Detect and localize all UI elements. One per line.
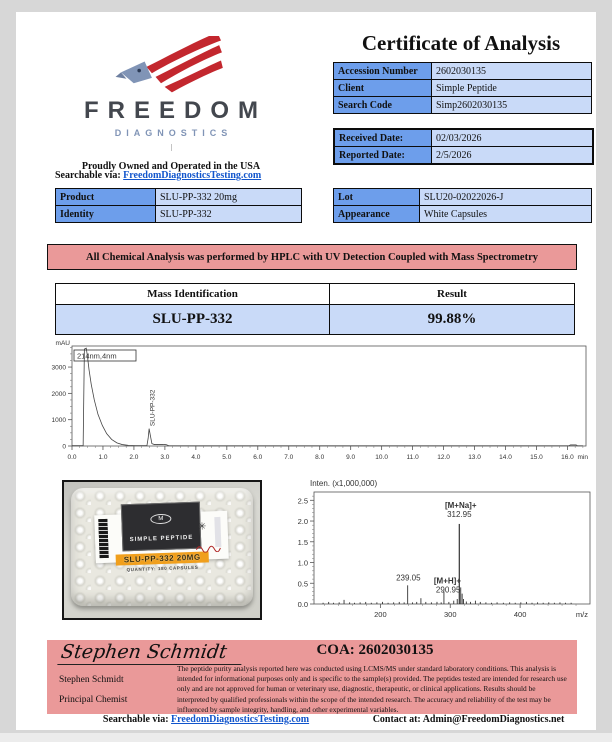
label-product-band: SLU-PP-332 20MG — [115, 551, 208, 565]
svg-text:15.0: 15.0 — [530, 454, 543, 461]
row-value: 02/03/2026 — [432, 130, 592, 146]
table-row — [335, 146, 592, 163]
y-axis-unit: mAU — [55, 340, 70, 347]
svg-text:13.0: 13.0 — [468, 454, 481, 461]
row-label: Identity — [56, 206, 156, 222]
analyte-name: SLU-PP-332 — [56, 305, 330, 334]
svg-text:14.0: 14.0 — [499, 454, 512, 461]
svg-text:11.0: 11.0 — [406, 454, 419, 461]
svg-text:6.0: 6.0 — [253, 454, 263, 461]
svg-text:2.0: 2.0 — [297, 517, 308, 527]
footer-contact-value: Admin@FreedomDiagnostics.net — [422, 714, 565, 725]
row-value: SLU-PP-332 20mg — [156, 189, 301, 205]
svg-text:12.0: 12.0 — [437, 454, 450, 461]
svg-text:3000: 3000 — [51, 364, 66, 372]
svg-text:0.0: 0.0 — [67, 454, 77, 461]
svg-text:4.0: 4.0 — [191, 454, 201, 461]
spectrum-annotation: 290.95 — [435, 585, 461, 595]
method-banner: All Chemical Analysis was performed by HPLC with UV Detection Coupled with Mass Spectrometry — [47, 244, 577, 270]
dates-table — [333, 128, 594, 165]
results-header-result: Result — [437, 288, 467, 300]
svg-text:2.0: 2.0 — [129, 454, 139, 461]
row-value: 2/5/2026 — [432, 147, 592, 163]
svg-text:2.5: 2.5 — [297, 496, 308, 506]
row-value: White Capsules — [420, 206, 591, 222]
row-label: Accession Number — [334, 63, 432, 79]
x-axis-unit: min — [577, 454, 588, 461]
detector-label: 214nm,4nm — [77, 351, 117, 361]
lot-table — [333, 188, 592, 223]
svg-text:3.0: 3.0 — [160, 454, 170, 461]
purity-result: 99.88% — [427, 311, 477, 327]
row-label: Client — [334, 80, 432, 96]
background-strip — [0, 733, 612, 742]
row-value: Simple Peptide — [432, 80, 591, 96]
searchable-label: Searchable via: — [55, 170, 121, 181]
brand-box — [120, 502, 201, 552]
certificate-page — [16, 12, 596, 730]
row-value: Simp2602030135 — [432, 97, 591, 113]
disclaimer-text: The peptide purity analysis reported here was conducted using LCMS/MS under standard laboratory conditions. This analysis is intended for informational purposes only and is specific to the sample(s) provided. The peptides tested are intended for research use only and are not approved for human or veterinary use, diagnostic, therapeutic, or clinical applications. Results should be interpreted by qualified professionals within the scope of the intended research. The accuracy and reliability of the test may be influenced by sample integrity, handling, and other experimental variables. — [177, 664, 567, 714]
peak-label: SLU-PP-332 — [149, 389, 157, 427]
footer-searchable-link[interactable]: FreedomDiagnosticsTesting.com — [171, 714, 310, 725]
svg-text:0: 0 — [62, 443, 66, 451]
handwritten-signature: Stephen Schmidt — [57, 641, 244, 665]
svg-text:1.0: 1.0 — [297, 558, 308, 568]
bubble-wrap-package — [71, 488, 253, 606]
row-value: SLU-PP-332 — [156, 206, 301, 222]
footer-contact — [346, 714, 591, 725]
chart-title: Inten. (x1,000,000) — [310, 479, 378, 488]
x-axis-unit: m/z — [575, 610, 588, 619]
footer-contact-label: Contact at: — [372, 714, 421, 725]
svg-text:400: 400 — [513, 610, 527, 619]
svg-text:2000: 2000 — [51, 390, 66, 398]
row-label: Reported Date: — [335, 147, 432, 163]
logo-divider — [171, 144, 172, 151]
tagline: Proudly Owned and Operated in the USA — [81, 161, 261, 172]
product-label — [94, 510, 228, 573]
results-header-row — [56, 284, 574, 305]
mass-spectrum-chart — [282, 476, 596, 626]
row-label: Appearance — [334, 206, 420, 222]
label-barcode-strip — [98, 519, 108, 558]
row-value: 2602030135 — [432, 63, 591, 79]
svg-text:200: 200 — [374, 610, 387, 619]
starburst-icon: ✳ — [197, 520, 207, 533]
svg-text:10.0: 10.0 — [375, 454, 388, 461]
logo-block — [26, 36, 316, 172]
table-row — [56, 205, 301, 222]
table-row — [334, 189, 591, 205]
results-table — [55, 283, 575, 335]
table-row — [334, 79, 591, 96]
svg-text:8.0: 8.0 — [315, 454, 325, 461]
row-value: SLU20-02022026-J — [420, 189, 591, 205]
svg-text:0.5: 0.5 — [297, 579, 308, 589]
accession-table — [333, 62, 592, 114]
svg-text:1.0: 1.0 — [98, 454, 108, 461]
svg-text:7.0: 7.0 — [284, 454, 294, 461]
svg-text:300: 300 — [443, 610, 457, 619]
svg-text:16.0: 16.0 — [561, 454, 574, 461]
svg-text:5.0: 5.0 — [222, 454, 232, 461]
table-row — [56, 189, 301, 205]
table-row — [334, 63, 591, 79]
signer-role: Principal Chemist — [59, 695, 128, 705]
coa-number: COA: 2602030135 — [316, 642, 434, 658]
red-signature-icon — [195, 541, 221, 552]
row-label: Received Date: — [335, 130, 432, 146]
results-value-row — [56, 305, 574, 334]
footer-searchable — [71, 714, 341, 725]
label-quantity: QUANTITY: 180 CAPSULES — [126, 564, 199, 573]
row-label: Lot — [334, 189, 420, 205]
logo-subtitle: DIAGNOSTICS — [114, 128, 233, 138]
brand-name: SIMPLE PEPTIDE — [129, 534, 194, 544]
product-table — [55, 188, 302, 223]
results-header-analyte: Mass Identification — [56, 284, 330, 304]
svg-text:1000: 1000 — [51, 417, 66, 425]
product-photo — [62, 480, 262, 620]
spectrum-annotation: [M+Na]+ — [444, 500, 477, 510]
svg-text:0.0: 0.0 — [297, 600, 308, 609]
table-row — [335, 130, 592, 146]
page-title: Certificate of Analysis — [361, 31, 561, 55]
spectrum-annotation: 312.95 — [447, 509, 472, 519]
signature-block — [47, 640, 577, 714]
eagle-flag-logo-icon — [111, 36, 231, 96]
table-row — [334, 205, 591, 222]
table-row — [334, 96, 591, 113]
spectrum-annotation: 239.05 — [396, 573, 421, 583]
spectrum-annotation: [M+H]+ — [433, 576, 462, 586]
signer-name: Stephen Schmidt — [59, 675, 124, 685]
brand-logo-icon: M — [150, 514, 171, 525]
row-label: Product — [56, 189, 156, 205]
hplc-chromatogram-chart — [28, 338, 594, 470]
svg-text:1.5: 1.5 — [297, 537, 308, 547]
searchable-link[interactable]: FreedomDiagnosticsTesting.com — [123, 170, 262, 181]
logo-wordmark: FREEDOM — [84, 97, 267, 124]
row-label: Search Code — [334, 97, 432, 113]
footer-searchable-label: Searchable via: — [102, 714, 169, 725]
searchable-line — [55, 170, 261, 181]
svg-text:9.0: 9.0 — [346, 454, 356, 461]
